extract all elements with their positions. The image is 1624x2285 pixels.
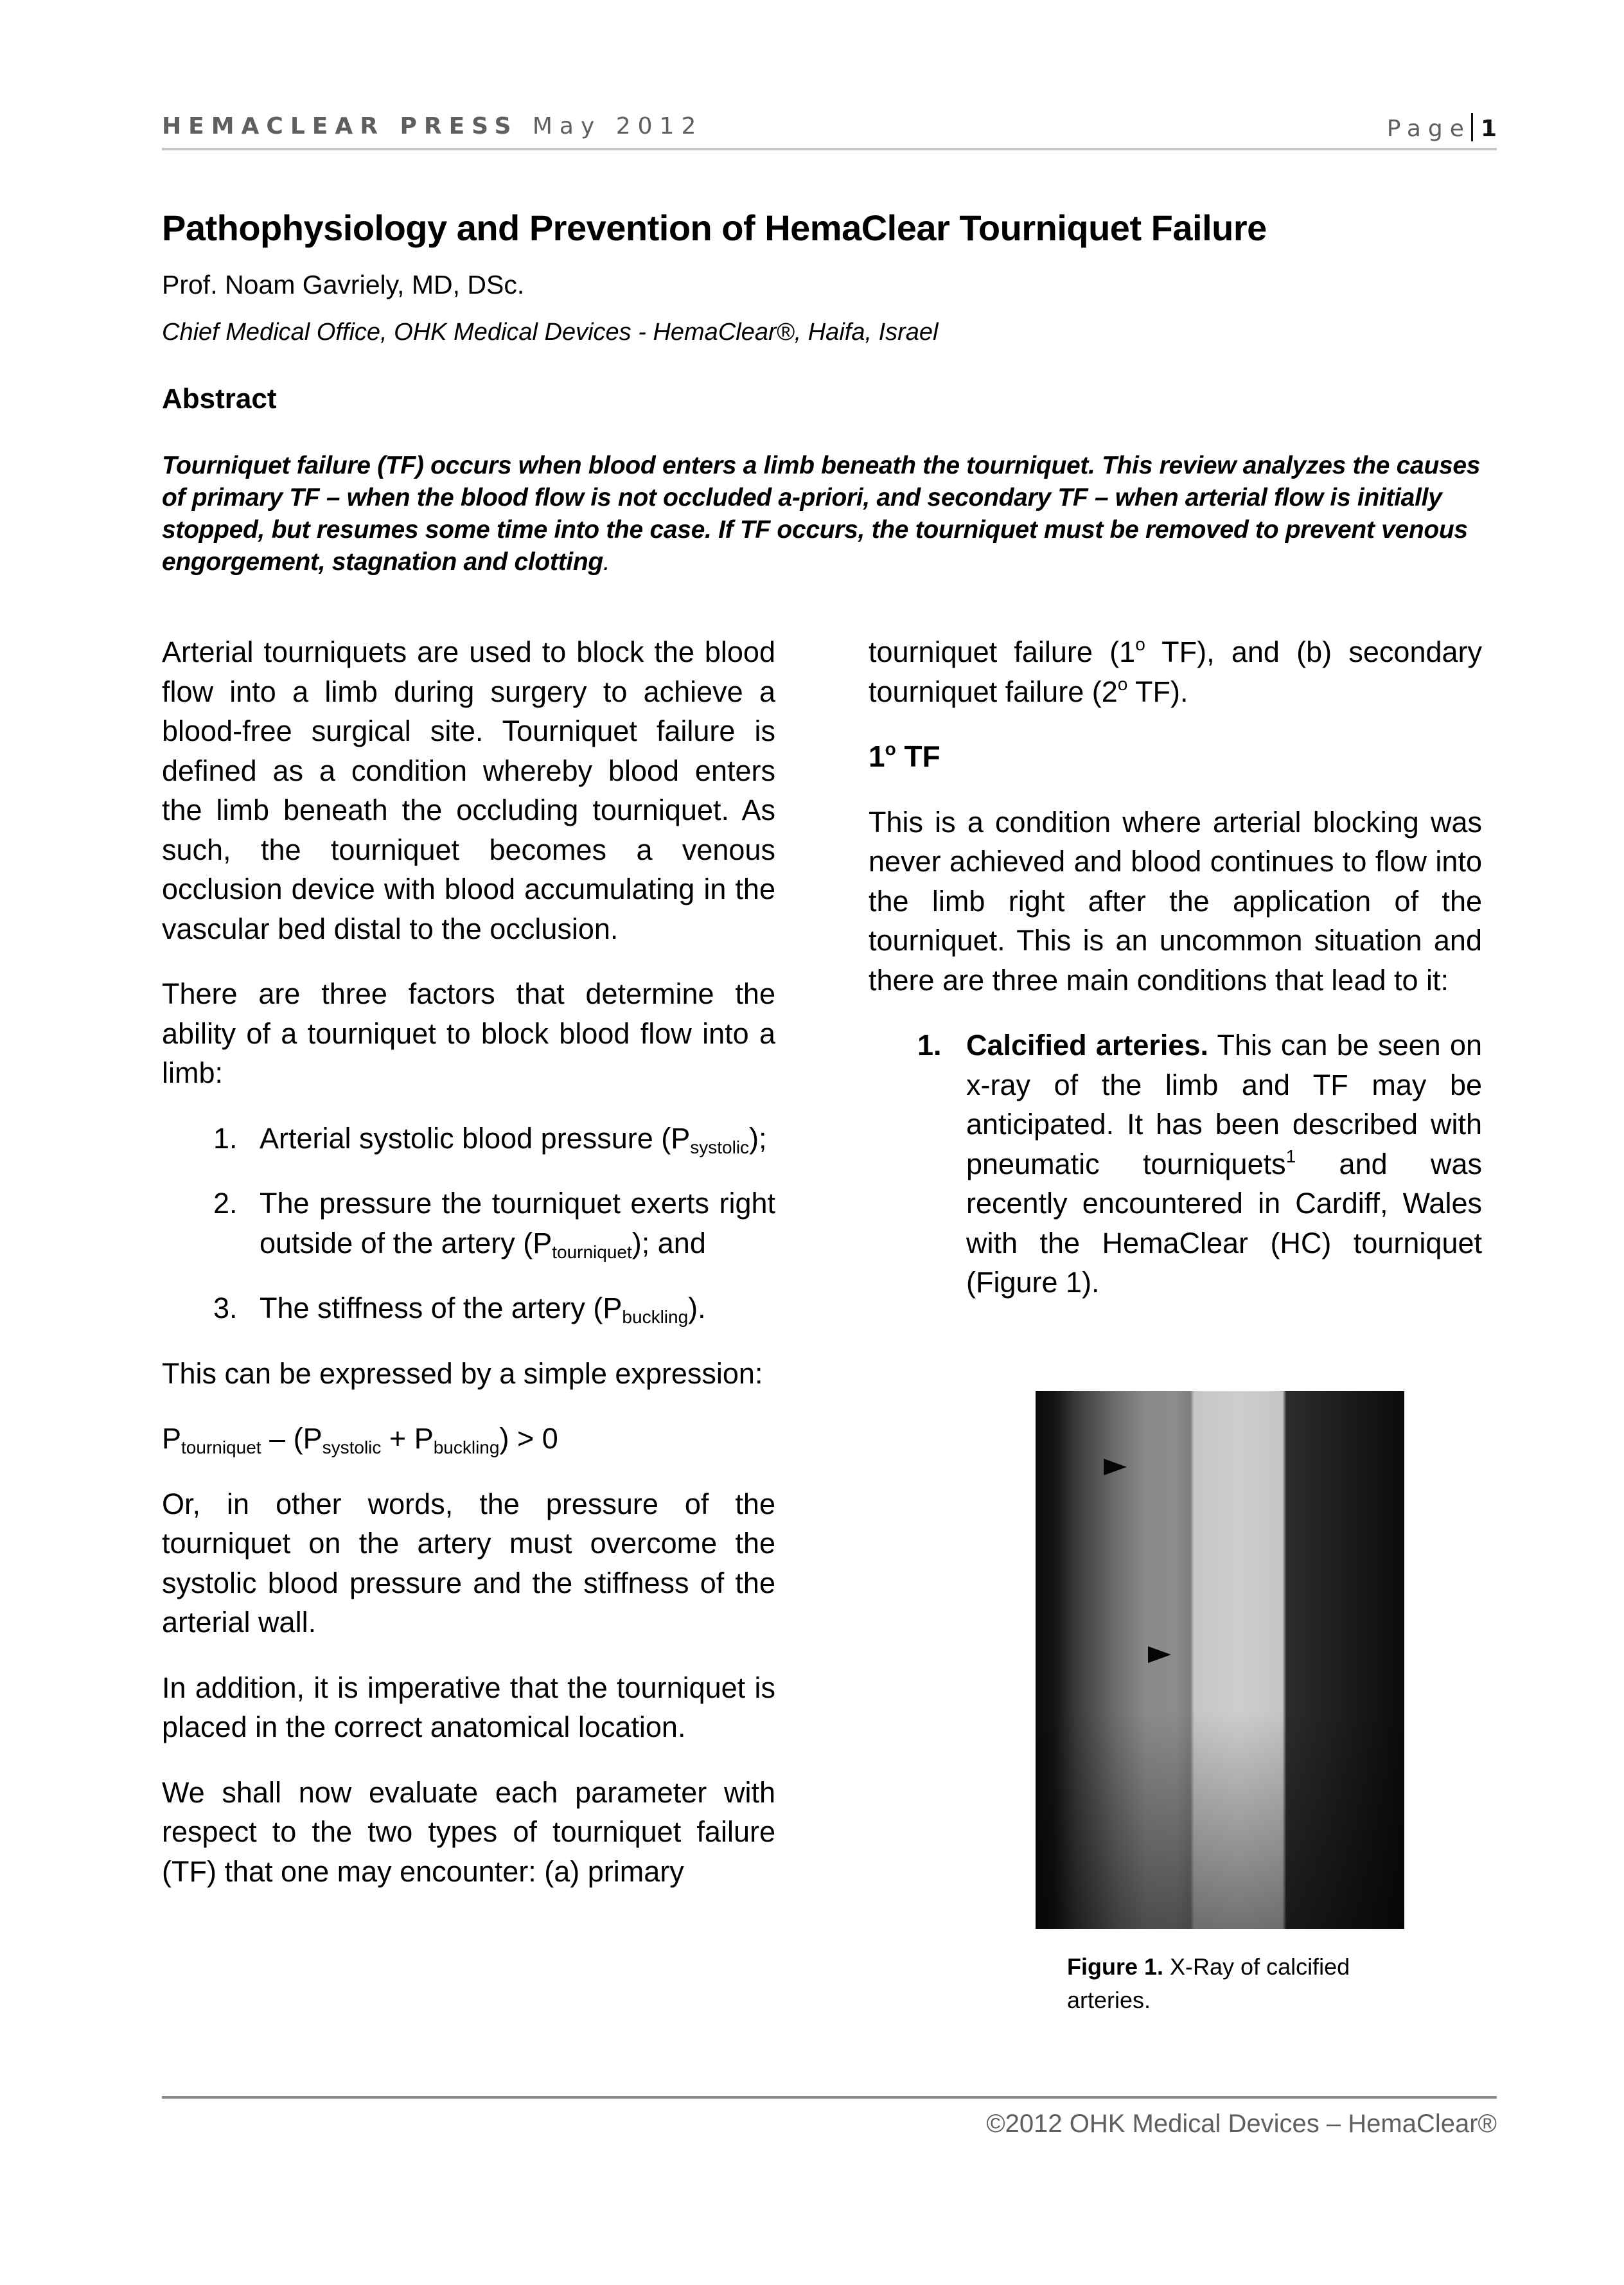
page-separator (1471, 113, 1473, 141)
header-rule (162, 148, 1497, 150)
condition-title: Calcified arteries. (966, 1029, 1208, 1062)
heading-text: TF (896, 740, 940, 773)
intro-paragraph: Arterial tourniquets are used to block the blood flow into a limb during surgery to achieve a blood-free surgical site. Tourniquet failure is defined as a condition whereby blood enters the limb beneath the occluding tourniquet. As such, the tourniquet becomes a venous occlusion device with blood accumulating in the vascular bed distal to the occlusion. (162, 636, 775, 945)
superscript: o (885, 739, 896, 759)
abstract-heading: Abstract (162, 383, 277, 414)
image-shading (1036, 1711, 1404, 1929)
running-header (162, 113, 1497, 145)
factor-item (162, 1288, 775, 1328)
figure-caption (1067, 1950, 1414, 2017)
expression-intro: This can be expressed by a simple expression: (162, 1356, 763, 1390)
author-line: Prof. Noam Gavriely, MD, DSc. (162, 270, 525, 299)
placement-paragraph: In addition, it is imperative that the tourniquet is placed in the correct anatomical location. (162, 1671, 775, 1743)
text-run: TF), and (b) secondary tourniquet failure (2 (869, 636, 1483, 708)
formula-part: ) > 0 (499, 1422, 558, 1455)
subscript: buckling (433, 1437, 500, 1457)
condition-item (869, 1026, 1482, 1303)
xray-figure-image (1036, 1391, 1404, 1929)
subscript: buckling (622, 1307, 689, 1327)
formula-part: + P (381, 1422, 434, 1455)
pressure-formula (162, 1419, 775, 1459)
factor-item (162, 1184, 775, 1263)
list-number: 2. (213, 1187, 238, 1220)
affiliation-line: Chief Medical Office, OHK Medical Devices - HemaClear®, Haifa, Israel (162, 319, 939, 346)
page-label: Page (1386, 116, 1471, 142)
formula-part: – (P (261, 1422, 322, 1455)
list-number: 3. (213, 1292, 238, 1324)
page-indicator (1387, 113, 1497, 142)
abstract-body: Tourniquet failure (TF) occurs when blood enters a limb beneath the tourniquet. This review analyzes the causes of primary TF – when the blood flow is not occluded a-priori, and secondary TF – when arterial flow is initially stopped, but resumes some time into the case. If TF occurs, the tourniquet must be removed to prevent venous engorgement, stagnation and clotting (162, 452, 1481, 576)
conditions-list (869, 1026, 1482, 1303)
superscript: o (1117, 673, 1128, 694)
condition-text: and was recently encountered in Cardiff, Wales with the HemaClear (HC) tourniquet (Figure 1). (966, 1147, 1482, 1299)
factor-text: The pressure the tourniquet exerts right outside of the artery (P (260, 1187, 775, 1259)
factor-after: ); (749, 1121, 767, 1155)
right-column (869, 632, 1482, 1328)
factor-text: The stiffness of the artery (P (260, 1292, 622, 1324)
arrowhead-icon (1104, 1459, 1127, 1475)
subscript: tourniquet (552, 1241, 632, 1262)
copyright-footer: ©2012 OHK Medical Devices – HemaClear® (986, 2110, 1497, 2138)
explanation-paragraph: Or, in other words, the pressure of the tourniquet on the artery must overcome the systolic blood pressure and the stiffness of the arterial wall. (162, 1487, 775, 1639)
evaluation-paragraph: We shall now evaluate each parameter with respect to the two types of tourniquet failure (TF) that one may encounter: (a) primary (162, 1775, 775, 1888)
primary-tf-paragraph: This is a condition where arterial blocking was never achieved and blood continues to flow into the limb right after the application of the tourniquet. This is an uncommon situation and there are three main conditions that lead to it: (869, 805, 1482, 997)
abstract-text (162, 450, 1498, 578)
reference-superscript[interactable]: 1 (1285, 1146, 1296, 1166)
section-heading-primary-tf (869, 737, 1482, 777)
text-run: tourniquet failure (1 (869, 636, 1136, 668)
factor-text: Arterial systolic blood pressure (P (260, 1121, 691, 1155)
text-run: TF). (1127, 675, 1188, 708)
subscript: systolic (690, 1137, 750, 1157)
article-title: Pathophysiology and Prevention of HemaClear Tourniquet Failure (162, 208, 1267, 248)
list-number: 1. (917, 1029, 942, 1062)
subscript: systolic (322, 1437, 382, 1457)
superscript: o (1135, 634, 1145, 654)
abstract-period: . (603, 548, 610, 576)
factor-item (162, 1119, 775, 1159)
subscript: tourniquet (181, 1437, 261, 1457)
factors-list (162, 1119, 775, 1328)
condition-text: This can be seen on x-ray of the limb and TF may be anticipated. It has been described with pneumatic tourniquets (966, 1029, 1483, 1180)
formula-part: P (162, 1422, 182, 1455)
factors-intro: There are three factors that determine the ability of a tourniquet to block blood flow into a limb: (162, 977, 775, 1089)
publication-name: HEMACLEAR PRESS (162, 113, 518, 139)
tf-types-paragraph (869, 632, 1482, 711)
caption-text: X-Ray of calcified arteries. (1067, 1953, 1350, 2013)
figure-label: Figure 1. (1067, 1953, 1164, 1980)
factor-after: ); and (631, 1226, 706, 1259)
list-number: 1. (213, 1121, 238, 1155)
issue-date: May 2012 (532, 113, 703, 139)
arrowhead-icon (1148, 1646, 1171, 1663)
page-number: 1 (1480, 116, 1497, 142)
footer-rule (162, 2096, 1497, 2099)
left-column (162, 632, 775, 1917)
heading-number: 1 (869, 740, 885, 773)
factor-after: ). (688, 1292, 706, 1324)
